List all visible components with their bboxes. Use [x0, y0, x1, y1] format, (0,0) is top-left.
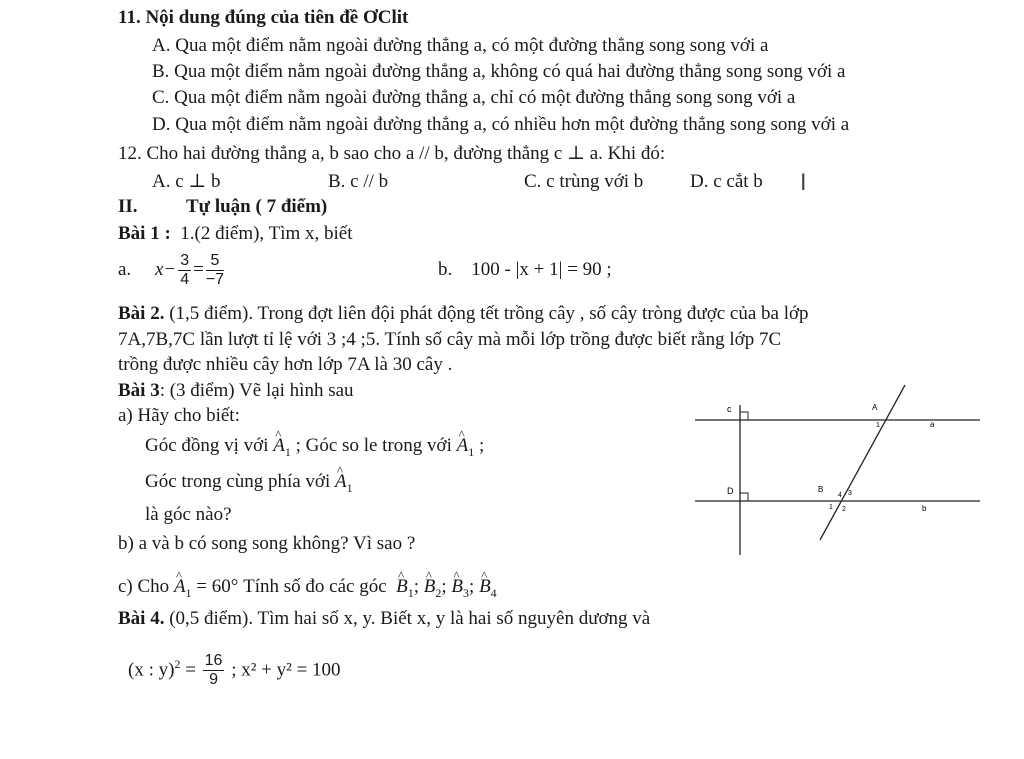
label-b: b	[922, 504, 927, 513]
bai2-line3: trồng được nhiều cây hơn lớp 7A là 30 cây .	[118, 354, 453, 375]
bai3-a1: Góc đồng vị với ^ $A_1$ ; Góc so le trong với ^ $A_1$ ;	[145, 434, 484, 464]
label-B: B	[818, 485, 824, 494]
angle-1: 1	[829, 504, 833, 511]
q12-option-a: A. c ⊥ b	[152, 171, 221, 192]
angle-2: 2	[842, 506, 846, 513]
q12-option-b: B. c // b	[328, 171, 389, 192]
bai4-equation: (x : y)$^2$ = $\frac{16}{9}$ ; x² + y² = 100	[128, 652, 341, 689]
q12-option-c: C. c trùng với b	[524, 171, 644, 192]
fraction-3-4: $\frac{3}{4}$	[180, 252, 190, 289]
section-title: Tự luận ( 7 điểm)	[186, 196, 328, 217]
label-d: D	[727, 486, 734, 496]
bai3-c: c) Cho ^ $A_1 = 60^\circ$ Tính số đo các góc ^ $B_1$; ^ $B_2$; ^ $B_3$; ^ $B_4$	[118, 575, 497, 605]
section-roman: II.	[118, 196, 138, 217]
q12-option-d: D. c cắt b	[690, 171, 763, 192]
fraction-16-9: $\frac{16}{9}$	[204, 652, 223, 689]
q11-option-d: D. Qua một điểm nằm ngoài đường thẳng a, có nhiều hơn một đường thẳng song song với a	[152, 114, 850, 135]
q11-option-b: B. Qua một điểm nằm ngoài đường thẳng a, không có quá hai đường thẳng song song với a	[152, 61, 846, 82]
bai3-a3: là góc nào?	[145, 504, 232, 525]
right-angle-mark-d	[740, 493, 748, 501]
bai3-a: a) Hãy cho biết:	[118, 405, 240, 426]
bai2-line2: 7A,7B,7C lần lượt tỉ lệ với 3 ;4 ;5. Tính số cây mà mỗi lớp trồng được biết rằng lớp 7C	[118, 329, 782, 350]
bai4-line: Bài 4. (0,5 điểm). Tìm hai số x, y. Biết x, y là hai số nguyên dương và	[118, 608, 651, 629]
fraction-5-neg7: $\frac{5}{-7}$	[205, 252, 225, 289]
label-a: a	[930, 420, 935, 429]
right-angle-mark-c	[740, 412, 748, 420]
geometry-figure	[690, 380, 1020, 555]
angle-1-top: 1	[876, 422, 880, 429]
bai3-b: b) a và b có song song không? Vì sao ?	[118, 533, 416, 554]
label-c: c	[727, 404, 732, 414]
label-A: A	[872, 403, 878, 412]
q12-title: 12. Cho hai đường thẳng a, b sao cho a // b, đường thẳng c ⊥ a. Khi đó:	[118, 143, 666, 164]
bai3-line: Bài 3: (3 điểm) Vẽ lại hình sau	[118, 380, 354, 401]
angle-4: 4	[838, 492, 842, 499]
q11-title: 11. Nội dung đúng của tiên đề ƠClit	[118, 7, 409, 28]
text-cursor-icon: I	[800, 171, 807, 196]
q11-option-a: A. Qua một điểm nằm ngoài đường thẳng a, có một đường thẳng song song với a	[152, 35, 769, 56]
bai1-line: Bài 1 : 1.(2 điểm), Tìm x, biết	[118, 223, 353, 244]
transversal	[820, 385, 905, 540]
bai1-a: a. x− $\frac{3}{4}$ = $\frac{5}{-7}$	[118, 252, 225, 289]
angle-3: 3	[848, 490, 852, 497]
bai1-b: b. 100 - |x + 1| = 90 ;	[438, 259, 612, 280]
q11-option-c: C. Qua một điểm nằm ngoài đường thẳng a, chỉ có một đường thẳng song song với a	[152, 87, 796, 108]
bai3-a2: Góc trong cùng phía với ^ $A_1$	[145, 470, 353, 500]
bai2-line1: Bài 2. (1,5 điểm). Trong đợt liên đội phát động tết trồng cây , số cây tròng được của ba lớp	[118, 303, 809, 324]
